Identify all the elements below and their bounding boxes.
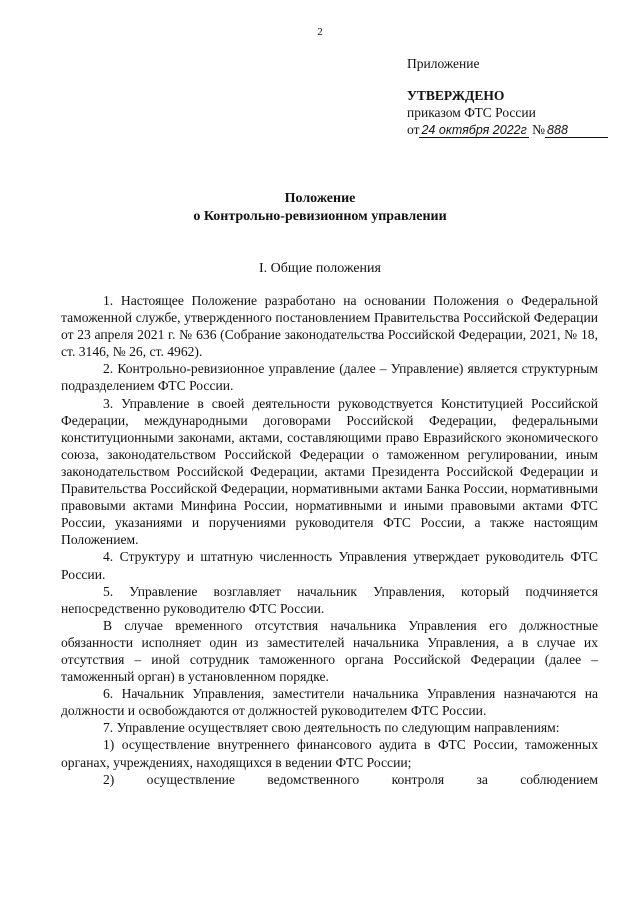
paragraph: 2) осуществление ведомственного контроля за соблюдением	[103, 771, 598, 787]
page-number: 2	[317, 26, 323, 38]
paragraph: 1. Настоящее Положение разработано на основании Положения о Федеральной таможенной службе, утвержденного постановлением Правительства Российской Федерации от 23 апреля 2021 г. № 636 (Собрание законодательства Российской Федерации, 2021, № 18, ст. 3146, № 26, ст. 4962).	[61, 293, 598, 360]
appendix-label: Приложение	[407, 56, 480, 71]
paragraph: 6. Начальник Управления, заместители начальника Управления назначаются на должности и освобождаются от должностей руководителем ФТС России.	[61, 686, 598, 719]
approval-stamp	[407, 55, 607, 139]
title-line-2: о Контрольно-ревизионном управлении	[193, 209, 447, 224]
paragraph: 7. Управление осуществляет свою деятельность по следующим направлениям:	[103, 720, 560, 736]
order-date-line	[407, 121, 607, 139]
section-title: I. Общие положения	[259, 261, 381, 276]
document-title	[0, 190, 640, 226]
paragraph: 1) осуществление внутреннего финансового аудита в ФТС России, таможенных органах, учреждениях, находящихся в ведении ФТС России;	[61, 737, 598, 770]
paragraph: 5. Управление возглавляет начальник Управления, который подчиняется непосредственно руководителю ФТС России.	[61, 583, 598, 616]
order-date: 24 октября 2022г	[421, 123, 527, 137]
paragraph: 3. Управление в своей деятельности руководствуется Конституцией Российской Федерации, международными договорами Российской Федерации, федеральными конституционными законами, актами, составляющими право Евразийского экономического союза, законодательством Российской Федерации о таможенном регулировании, иным законодательством Российской Федерации, актами Президента Российской Федерации и Правительства Российской Федерации, нормативными актами Банка России, нормативными правовыми актами Минфина России, нормативными и иными правовыми актами ФТС России, указаниями и поручениями руководителя ФТС России, а также настоящим Положением.	[61, 395, 598, 548]
order-number: 888	[545, 123, 608, 138]
approved-label: УТВЕРЖДЕНО	[407, 88, 505, 103]
number-label: №	[532, 122, 546, 137]
title-line-1: Положение	[284, 191, 356, 206]
paragraph: 2. Контрольно-ревизионное управление (далее – Управление) является структурным подразделением ФТС России.	[61, 361, 598, 394]
document-body	[61, 292, 598, 788]
paragraph: 4. Структуру и штатную численность Управления утверждает руководитель ФТС России.	[61, 549, 598, 582]
paragraph: В случае временного отсутствия начальника Управления его должностные обязанности исполняет один из заместителей начальника Управления, а в случае их отсутствия – иной сотрудник таможенного органа Российской Федерации (далее – таможенный орган) в установленном порядке.	[61, 617, 598, 685]
order-reference: приказом ФТС России	[407, 105, 536, 120]
from-label: от	[407, 122, 420, 137]
